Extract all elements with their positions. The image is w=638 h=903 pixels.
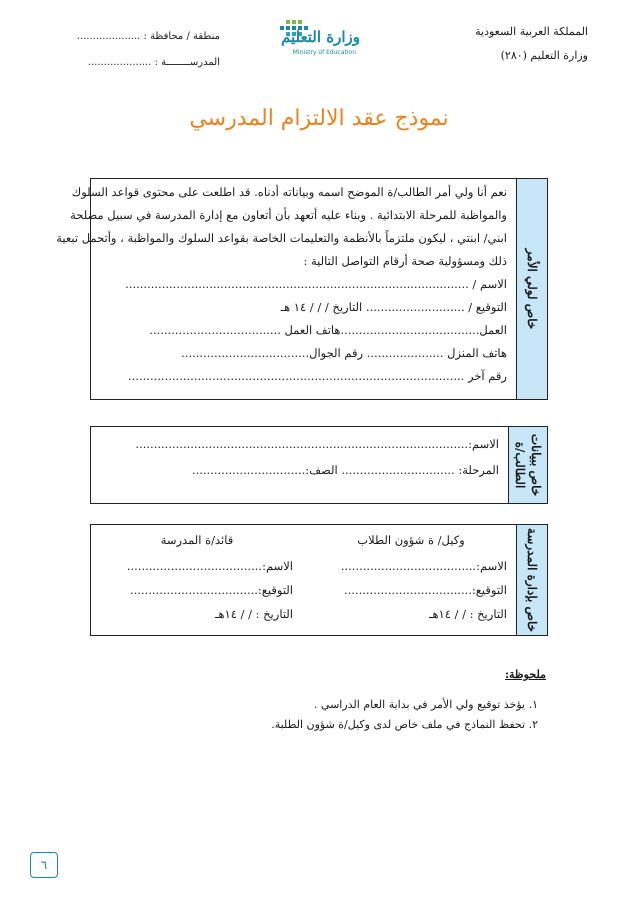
logo-english-text: Ministry of Education bbox=[292, 49, 356, 56]
admin-side-label: خاص بإدارة المدرسة bbox=[516, 525, 547, 635]
principal-column bbox=[91, 525, 303, 635]
agent-signature-field[interactable]: التوقيع:................................... bbox=[343, 583, 507, 597]
agent-column bbox=[305, 525, 517, 635]
principal-title: قائد/ة المدرسة bbox=[160, 533, 234, 547]
guardian-line-2: والمواظبة للمرحلة الابتدائية . وبناء عليه أتعهد بأن أتعاون مع إدارة المدرسة في سبيل مصلحة bbox=[70, 208, 507, 222]
ministry-logo bbox=[272, 16, 368, 64]
header-right bbox=[428, 20, 588, 68]
student-name-field[interactable]: الاسم:........................................................................................... bbox=[135, 437, 499, 451]
header-left bbox=[40, 24, 220, 76]
page-number: ٦ bbox=[30, 852, 58, 878]
guardian-home-mobile-field[interactable]: هاتف المنزل ..................... رقم الجوال................................... bbox=[181, 346, 507, 360]
guardian-signature-date-field[interactable]: التوقيع / ........................... التاريخ / / / ١٤ هـ bbox=[280, 300, 507, 314]
guardian-work-phone-field[interactable]: العمل......................................هاتف العمل .................................... bbox=[149, 323, 507, 337]
agent-title: وكيل/ ة شؤون الطلاب bbox=[357, 533, 465, 547]
guardian-line-4: ذلك ومسؤولية صحة أرقام التواصل التالية : bbox=[303, 254, 507, 268]
school-line: المدرســــــــة : .................... bbox=[87, 57, 220, 68]
kingdom-label: المملكة العربية السعودية bbox=[475, 25, 588, 38]
student-side-label-1: خاص ببيانات bbox=[529, 433, 543, 497]
student-side-label-2: الطالب/ة bbox=[513, 441, 527, 489]
ministry-ref: وزارة التعليم (٢٨٠) bbox=[500, 49, 588, 62]
guardian-body bbox=[56, 179, 517, 399]
principal-signature-field[interactable]: التوقيع:................................... bbox=[129, 583, 293, 597]
guardian-name-field[interactable]: الاسم / .............................................................................................. bbox=[125, 277, 507, 291]
guardian-side-label: خاص لولي الأمر bbox=[516, 179, 547, 399]
school-admin-section bbox=[90, 524, 548, 636]
guardian-line-1: نعم أنا ولي أمر الطالب/ة الموضح اسمه وبياناته أدناه. قد اطلعت على محتوى قواعد السلوك bbox=[71, 185, 507, 199]
student-side-label bbox=[508, 427, 547, 503]
guardian-section bbox=[56, 178, 548, 400]
logo-arabic-text: وزارة التعليم bbox=[281, 28, 360, 46]
page-title: نموذج عقد الالتزام المدرسي bbox=[189, 106, 449, 131]
note-item-1: ١. يؤخذ توقيع ولي الأمر في بداية العام الدراسي . bbox=[313, 698, 538, 711]
region-line: منطقة / محافظة : .................... bbox=[76, 31, 220, 42]
principal-date-field[interactable]: التاريخ : / / ١٤هـ bbox=[215, 607, 293, 621]
note-item-2: ٢. تحفظ النماذج في ملف خاص لدى وكيل/ة شؤون الطلبة. bbox=[271, 718, 538, 731]
guardian-line-3: ابني/ ابنتي ، ليكون ملتزماً بالأنظمة والتعليمات الخاصة بقواعد السلوك والمواظبة ، وأتحمل تبعية bbox=[56, 231, 507, 245]
notes-heading: ملحوظة: bbox=[504, 668, 546, 681]
agent-date-field[interactable]: التاريخ : / / ١٤هـ bbox=[429, 607, 507, 621]
guardian-other-number-field[interactable]: رقم آخر ............................................................................................ bbox=[128, 369, 507, 383]
student-section bbox=[90, 426, 548, 504]
student-stage-class-field[interactable]: المرحلة: ............................... الصف:............................... bbox=[191, 463, 499, 477]
principal-name-field[interactable]: الاسم:..................................... bbox=[126, 559, 293, 573]
agent-name-field[interactable]: الاسم:..................................... bbox=[340, 559, 507, 573]
